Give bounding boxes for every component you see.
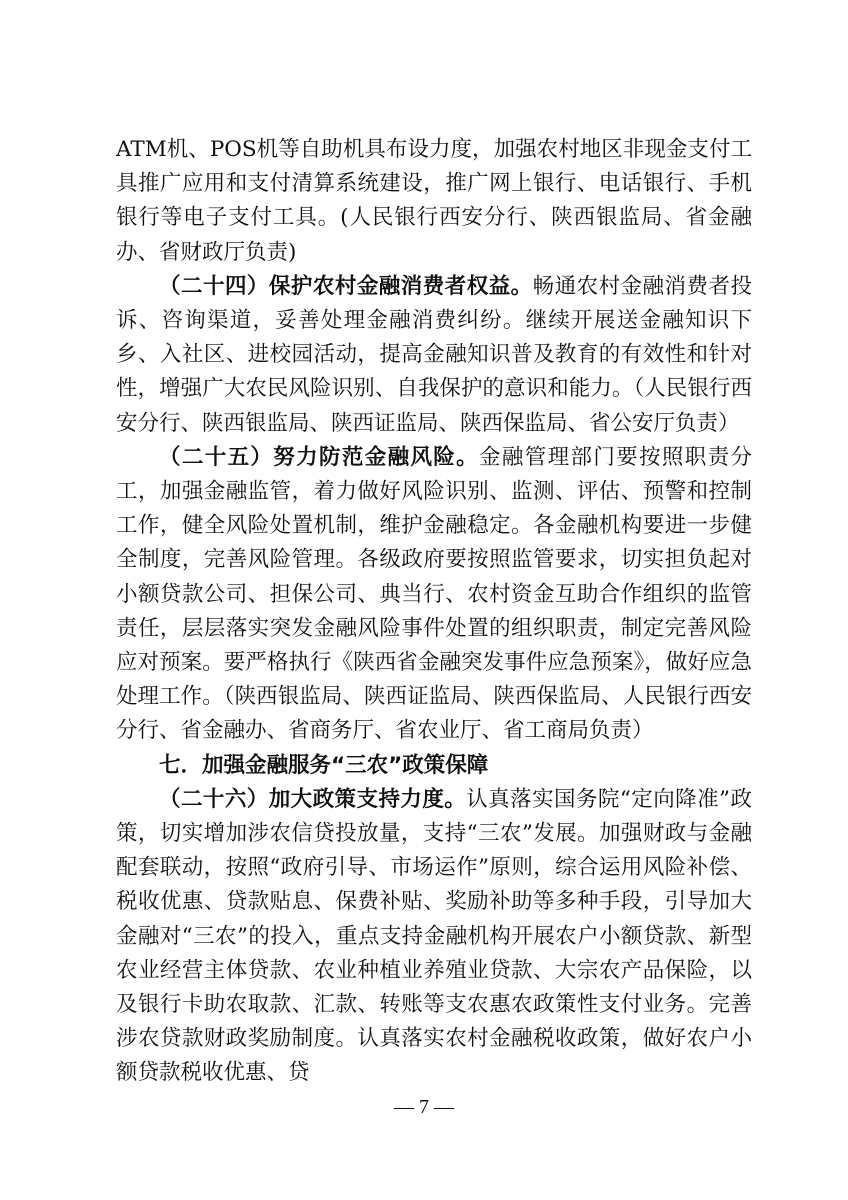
- section-7-heading: 七．加强金融服务“三农”政策保障: [159, 752, 489, 778]
- item-25-text: 金融管理部门要按照职责分工，加强金融监管，着力做好风险识别、监测、评估、预警和控制工作，健全风险处置机制，维护金融稳定。各金融机构要进一步健全制度，完善风险管理。各级政府要按照监管要求，切实担负起对小额贷款公司、担保公司、典当行、农村资金互助合作组织的监管责任，层层落实突发金融风险事件处置的组织职责，制定完善风险应对预案。要严格执行《陕西省金融突发事件应急预案》，做好应急处理工作。（陕西银监局、陕西证监局、陕西保监局、人民银行西安分行、省金融办、省商务厅、省农业厅、省工商局负责）: [116, 444, 752, 744]
- item-25-heading: （二十五）努力防范金融风险。: [159, 444, 480, 470]
- paragraph-item-26: [116, 783, 752, 1091]
- document-body: [116, 133, 752, 1091]
- item-24-heading: （二十四）保护农村金融消费者权益。: [159, 273, 533, 299]
- page-number: — 7 —: [394, 1096, 454, 1118]
- continuation-paragraph: ATM机、POS机等自助机具布设力度，加强农村地区非现金支付工具推广应用和支付清算系统建设，推广网上银行、电话银行、手机银行等电子支付工具。(人民银行西安分行、陕西银监局、省金融办、省财政厅负责): [116, 137, 752, 265]
- item-26-heading: （二十六）加大政策支持力度。: [159, 786, 467, 812]
- item-26-text: 认真落实国务院“定向降准”政策，切实增加涉农信贷投放量，支持“三农”发展。加强财政与金融配套联动，按照“政府引导、市场运作”原则，综合运用风险补偿、税收优惠、贷款贴息、保费补贴、奖励补助等多种手段，引导加大金融对“三农”的投入，重点支持金融机构开展农户小额贷款、新型农业经营主体贷款、农业种植业养殖业贷款、大宗农产品保险，以及银行卡助农取款、汇款、转账等支农惠农政策性支付业务。完善涉农贷款财政奖励制度。认真落实农村金融税收政策，做好农户小额贷款税收优惠、贷: [116, 786, 752, 1086]
- paragraph-item-24: [116, 270, 752, 441]
- paragraph-item-25: [116, 441, 752, 749]
- item-24-text: 畅通农村金融消费者投诉、咨询渠道，妥善处理金融消费纠纷。继续开展送金融知识下乡、入社区、进校园活动，提高金融知识普及教育的有效性和针对性，增强广大农民风险识别、自我保护的意识和能力。（人民银行西安分行、陕西银监局、陕西证监局、陕西保监局、省公安厅负责）: [116, 273, 752, 436]
